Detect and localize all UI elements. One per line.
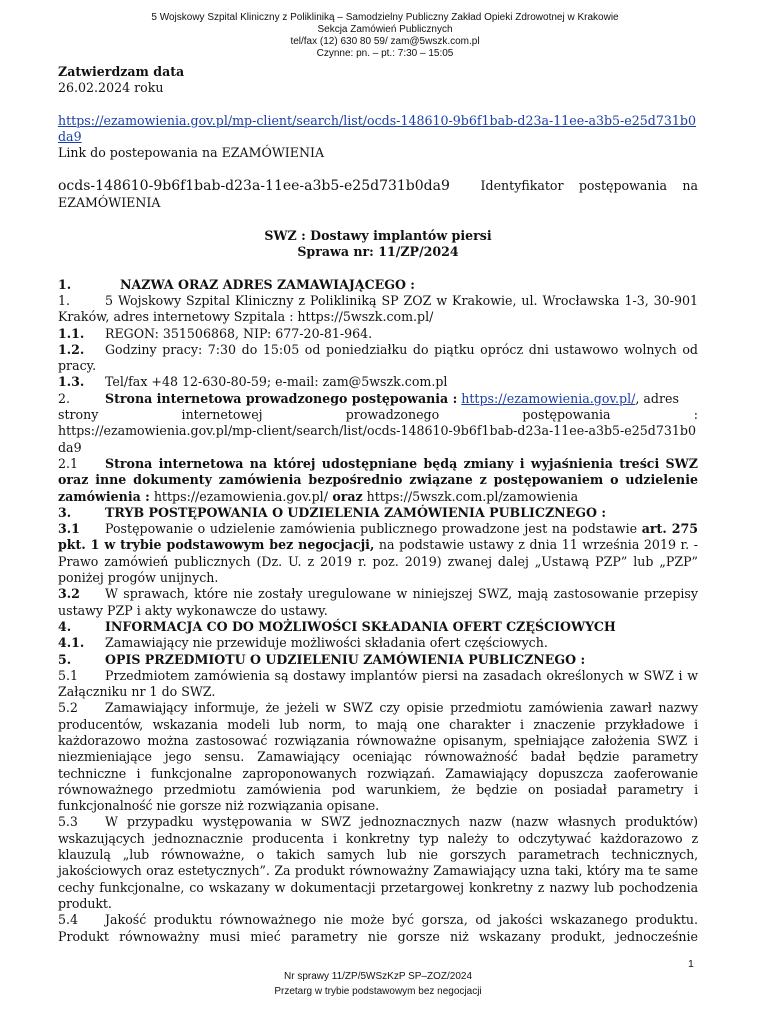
document-title: SWZ : Dostawy implantów piersi [264,228,492,244]
section-4-heading: 4. INFORMACJA CO DO MOŻLIWOŚCI SKŁADANIA OFERT CZĘŚCIOWYCH [58,618,616,634]
section-5-heading: 5. OPIS PRZEDMIOTU O UDZIELENIU ZAMÓWIENIA PUBLICZNEGO : [58,651,586,667]
footer-case-number: Nr sprawy 11/ZP/5WSzKzP SP–ZOZ/2024 [283,971,473,982]
section-3-2: 3.2 W sprawach, które nie zostały uregulowane w niniejszej SWZ, mają zastosowanie przepisy ustawy PZP i akty wykonawcze do ustawy. [58,586,698,618]
section-2-heading: 2. Strona internetowa prowadzonego postępowania : https://ezamowienia.gov.pl/, adres [58,390,679,406]
link-caption: Link do postepowania na EZAMÓWIENIA [58,145,325,161]
section-5-3: 5.3 W przypadku występowania w SWZ jednoznacznych nazw (nazw własnych produktów) wskazujących jednoznacznie producenta i konkretny typ należy to odczytywać każdorazowo z klauzulą „lub równoważne, o takich samych lub nie gorszych parametrach technicznych, jakościowych oraz estetycznych”. Za produkt równoważny Zamawiający uzna taki, który ma te same cechy funkcjonalne, co wskazany w dokumentacji przetargowej konkretny z nazwy lub pochodzenia produkt. [58,814,698,911]
case-number: Sprawa nr: 11/ZP/2024 [297,244,459,260]
ezamowienia-link[interactable]: https://ezamowienia.gov.pl/ [461,390,636,406]
document-header [0,12,770,60]
section-1-heading: 1. NAZWA ORAZ ADRES ZAMAWIAJĄCEGO : [58,276,415,292]
section-1-address: 1. 5 Wojskowy Szpital Kliniczny z Polikliniką SP ZOZ w Krakowie, ul. Wrocławska 1-3, 30-901 Kraków, adres internetowy Szpitala : https://5wszk.com.pl/ [58,292,698,325]
page-number: 1 [688,958,694,970]
header-hospital-name: 5 Wojskowy Szpital Kliniczny z Polikliniką – Samodzielny Publiczny Zakład Opieki Zdrowotnej w Krakowie [151,12,619,23]
section-2-url: https://ezamowienia.gov.pl/mp-client/search/list/ocds-148610-9b6f1bab-d23a-11ee-a3b5-e25d731b0da9 [58,423,696,455]
section-1-1: 1.1. REGON: 351506868, NIP: 677-20-81-964. [58,325,373,341]
section-3-1: 3.1 Postępowanie o udzielenie zamówienia publicznego prowadzone jest na podstawie art. 275 pkt. 1 w trybie podstawowym bez negocjacji, na podstawie ustawy z dnia 11 września 2019 r. - Prawo zamówień publicznych (Dz. U. z 2019 r. poz. 2019) zwanej dalej „Ustawą PZP” lub „PZP” poniżej progów unijnych. [58,521,698,586]
document-body [58,64,698,945]
footer-procedure: Przetarg w trybie podstawowym bez negocjacji [274,986,482,997]
section-1-3: 1.3. Tel/fax +48 12-630-80-59; e-mail: zam@5wszk.com.pl [58,374,448,390]
section-2-1: 2.1 Strona internetowa na której udostępniane będą zmiany i wyjaśnienia treści SWZ oraz inne dokumenty zamówienia bezpośrednio związane z postępowaniem o udzielenie zamówienia : https://ezamowienia.gov.pl/ oraz https://5wszk.com.pl/zamowienia [58,455,698,504]
section-1-2: 1.2. Godziny pracy: 7:30 do 15:05 od poniedziałku do piątku oprócz dni ustawowo wolnych od pracy. [58,341,698,374]
section-5-2: 5.2 Zamawiający informuje, że jeżeli w SWZ czy opisie przedmiotu zamówienia zawarł nazwy producentów, wskazania modeli lub norm, to mają one charakter i znaczenie przykładowe i każdorazowo można zastosować rozwiązania równoważne opisanym, spełniające założenia SWZ i niezmieniające jego sensu. Zamawiający oceniając równoważność badał będzie parametry techniczne i funkcjonalne zaproponowanych rozwiązań. Zamawiający dopuszcza zaoferowanie równoważnego przedmiotu zamówienia pod warunkiem, że będzie on posiadał parametry i funkcjonalność nie gorsze niż rozwiązania opisane. [58,700,698,814]
section-3-heading: 3. TRYB POSTĘPOWANIA O UDZIELENIA ZAMÓWIENIA PUBLICZNEGO : [58,504,607,520]
identifier-paragraph: ocds-148610-9b6f1bab-d23a-11ee-a3b5-e25d731b0da9 Identyfikator postępowania na EZAMÓWIENIA [58,178,698,210]
ocds-code: ocds-148610-9b6f1bab-d23a-11ee-a3b5-e25d731b0da9 [58,178,450,195]
section-5-1: 5.1 Przedmiotem zamówienia są dostawy implantów piersi na zasadach określonych w SWZ i w Załączniku nr 1 do SWZ. [58,667,698,700]
section-5-4: 5.4 Jakość produktu równoważnego nie może być gorsza, od jakości wskazanego produktu. Produkt równoważny musi mieć parametry nie gorsze niż wskazany produkt, jednocześnie [58,912,698,944]
approval-label: Zatwierdzam data [58,64,185,79]
document-footer [0,969,756,999]
section-4-1: 4.1. Zamawiający nie przewiduje możliwości składania ofert częściowych. [58,635,548,651]
header-hours: Czynne: pn. – pt.: 7:30 – 15:05 [316,48,454,59]
header-contact: tel/fax (12) 630 80 59/ zam@5wszk.com.pl [290,36,480,47]
header-section: Sekcja Zamówień Publicznych [317,24,453,35]
proceeding-link[interactable]: https://ezamowienia.gov.pl/mp-client/search/list/ocds-148610-9b6f1bab-d23a-11ee-a3b5-e25d731b0da9 [58,112,696,144]
approval-date: 26.02.2024 roku [58,80,164,96]
section-2-line2: strony internetowej prowadzonego postępowania : [58,407,698,423]
